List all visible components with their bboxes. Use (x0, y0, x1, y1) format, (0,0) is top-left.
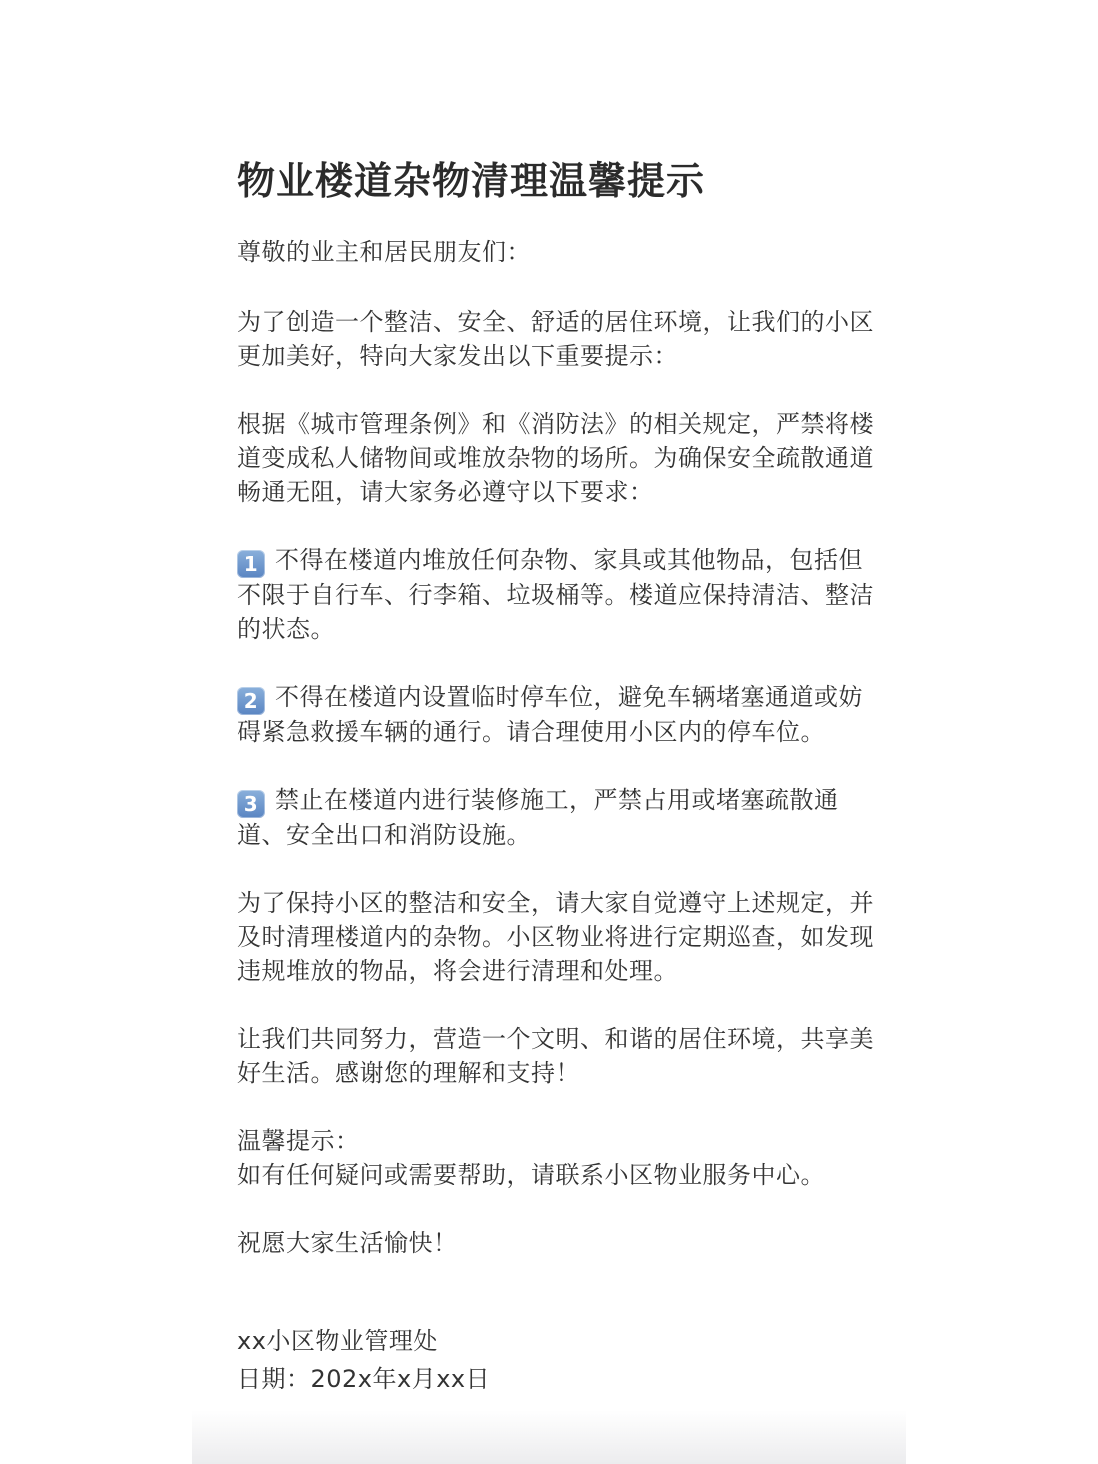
tip-block (237, 1124, 877, 1192)
bottom-fade (192, 1410, 906, 1464)
rule-item-2-text: 不得在楼道内设置临时停车位，避免车辆堵塞通道或妨碍紧急救援车辆的通行。请合理使用小区内的停车位。 (237, 683, 863, 746)
notice-content (237, 155, 877, 1398)
greeting: 尊敬的业主和居民朋友们： (237, 238, 531, 266)
tip-label: 温馨提示： (237, 1127, 360, 1155)
keycap-1-icon: 1 (237, 550, 265, 578)
rule-item-1-text: 不得在楼道内堆放任何杂物、家具或其他物品，包括但不限于自行车、行李箱、垃圾桶等。楼道应保持清洁、整洁的状态。 (237, 546, 874, 643)
page-title: 物业楼道杂物清理温馨提示 (237, 159, 706, 203)
signature-block (237, 1322, 877, 1398)
rule-item-1 (237, 543, 877, 646)
date-line: 日期：202x年x月xx日 (237, 1365, 491, 1393)
keycap-2-icon: 2 (237, 687, 265, 715)
signature: xx小区物业管理处 (237, 1327, 438, 1355)
reminder-paragraph: 为了保持小区的整洁和安全，请大家自觉遵守上述规定，并及时清理楼道内的杂物。小区物业将进行定期巡查，如发现违规堆放的物品，将会进行清理和处理。 (237, 889, 874, 985)
rule-item-2 (237, 680, 877, 749)
rule-item-3-text: 禁止在楼道内进行装修施工，严禁占用或堵塞疏散通道、安全出口和消防设施。 (237, 786, 839, 849)
closing-paragraph: 让我们共同努力，营造一个文明、和谐的居住环境，共享美好生活。感谢您的理解和支持！ (237, 1025, 874, 1087)
rule-item-3 (237, 783, 877, 852)
wish-line: 祝愿大家生活愉快！ (237, 1229, 458, 1257)
regulation-paragraph: 根据《城市管理条例》和《消防法》的相关规定，严禁将楼道变成私人储物间或堆放杂物的场所。为确保安全疏散通道畅通无阻，请大家务必遵守以下要求： (237, 410, 874, 506)
keycap-3-icon: 3 (237, 790, 265, 818)
intro-paragraph: 为了创造一个整洁、安全、舒适的居住环境，让我们的小区更加美好，特向大家发出以下重要提示： (237, 308, 874, 370)
tip-text: 如有任何疑问或需要帮助，请联系小区物业服务中心。 (237, 1161, 825, 1189)
